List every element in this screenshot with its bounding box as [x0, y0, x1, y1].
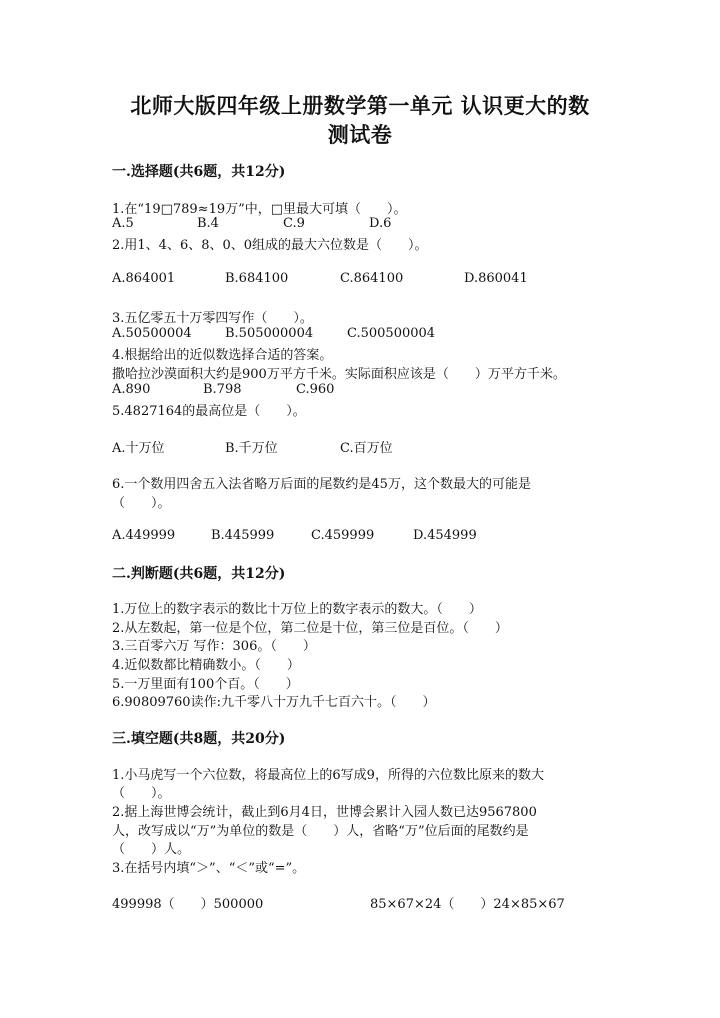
- option-1-3-b: B.505000004: [225, 326, 314, 341]
- worksheet-title-line2: 测试卷: [327, 122, 393, 147]
- compare-item-2: 85×67×24（ ）24×85×67: [370, 897, 565, 912]
- judgement-item-2: 2.从左数起，第一位是个位，第二位是十位，第三位是百位。（ ）: [112, 621, 508, 636]
- option-1-1-d: D.6: [369, 216, 392, 231]
- option-1-3-c: C.500500004: [347, 326, 436, 341]
- option-1-3-a: A.50500004: [112, 326, 192, 341]
- question-1-2: 2.用1、4、6、8、0、0组成的最大六位数是（ ）。: [112, 238, 428, 253]
- option-1-2-a: A.864001: [112, 271, 176, 286]
- question-1-4-detail: 撒哈拉沙漠面积大约是900万平方千米。实际面积应该是（ ）万平方千米。: [112, 367, 566, 382]
- fill-question-2: 2.据上海世博会统计，截止到6月4日，世博会累计入园人数已达9567800: [112, 805, 537, 820]
- option-1-5-a: A.十万位: [112, 441, 165, 456]
- option-1-2-c: C.864100: [340, 271, 404, 286]
- judgement-item-6: 6.90809760读作:九千零八十万九千七百六十。（ ）: [112, 695, 436, 710]
- option-1-5-c: C.百万位: [340, 441, 393, 456]
- worksheet-title-line1: 北师大版四年级上册数学第一单元 认识更大的数: [130, 93, 590, 118]
- judgement-item-5: 5.一万里面有100个百。（ ）: [112, 677, 299, 692]
- question-1-5: 5.4827164的最高位是（ ）。: [112, 404, 306, 419]
- question-1-6: 6.一个数用四舍五入法省略万后面的尾数约是45万，这个数最大的可能是: [112, 477, 531, 492]
- option-1-6-c: C.459999: [311, 528, 375, 543]
- judgement-item-4: 4.近似数都比精确数小。（ ）: [112, 658, 300, 673]
- judgement-item-3: 3.三百零六万 写作：306。（ ）: [112, 639, 316, 654]
- compare-item-1: 499998（ ）500000: [112, 897, 264, 912]
- option-1-1-a: A.5: [112, 216, 134, 231]
- option-1-4-a: A.890: [112, 382, 151, 397]
- section-heading-judgement: 二.判断题(共6题，共12分): [112, 566, 286, 582]
- option-1-5-b: B.千万位: [225, 441, 278, 456]
- fill-question-2-blank: （ ）人。: [112, 842, 191, 857]
- option-1-4-b: B.798: [203, 382, 242, 397]
- fill-question-1-blank: （ ）。: [112, 786, 171, 801]
- question-1-4: 4.根据给出的近似数选择合适的答案。: [112, 348, 333, 363]
- section-heading-fill-blank: 三.填空题(共8题，共20分): [112, 731, 286, 747]
- option-1-1-c: C.9: [283, 216, 305, 231]
- option-1-2-d: D.860041: [464, 271, 528, 286]
- fill-question-3: 3.在括号内填“＞”、“＜”或“=”。: [112, 861, 306, 876]
- fill-question-2-cont: 人，改写成以“万”为单位的数是（ ）人，省略“万”位后面的尾数约是: [112, 824, 529, 839]
- option-1-2-b: B.684100: [225, 271, 289, 286]
- question-1-3: 3.五亿零五十万零四写作（ ）。: [112, 311, 313, 326]
- section-heading-choice: 一.选择题(共6题，共12分): [112, 164, 286, 180]
- option-1-4-c: C.960: [296, 382, 335, 397]
- option-1-1-b: B.4: [197, 216, 219, 231]
- question-1-6-blank: （ ）。: [112, 496, 171, 511]
- option-1-6-a: A.449999: [112, 528, 176, 543]
- fill-question-1: 1.小马虎写一个六位数，将最高位上的6写成9，所得的六位数比原来的数大: [112, 768, 544, 783]
- option-1-6-b: B.445999: [211, 528, 275, 543]
- judgement-item-1: 1.万位上的数字表示的数比十万位上的数字表示的数大。（ ）: [112, 602, 482, 617]
- question-1-1: 1.在“19□789≈19万”中，□里最大可填（ ）。: [112, 202, 407, 217]
- option-1-6-d: D.454999: [413, 528, 477, 543]
